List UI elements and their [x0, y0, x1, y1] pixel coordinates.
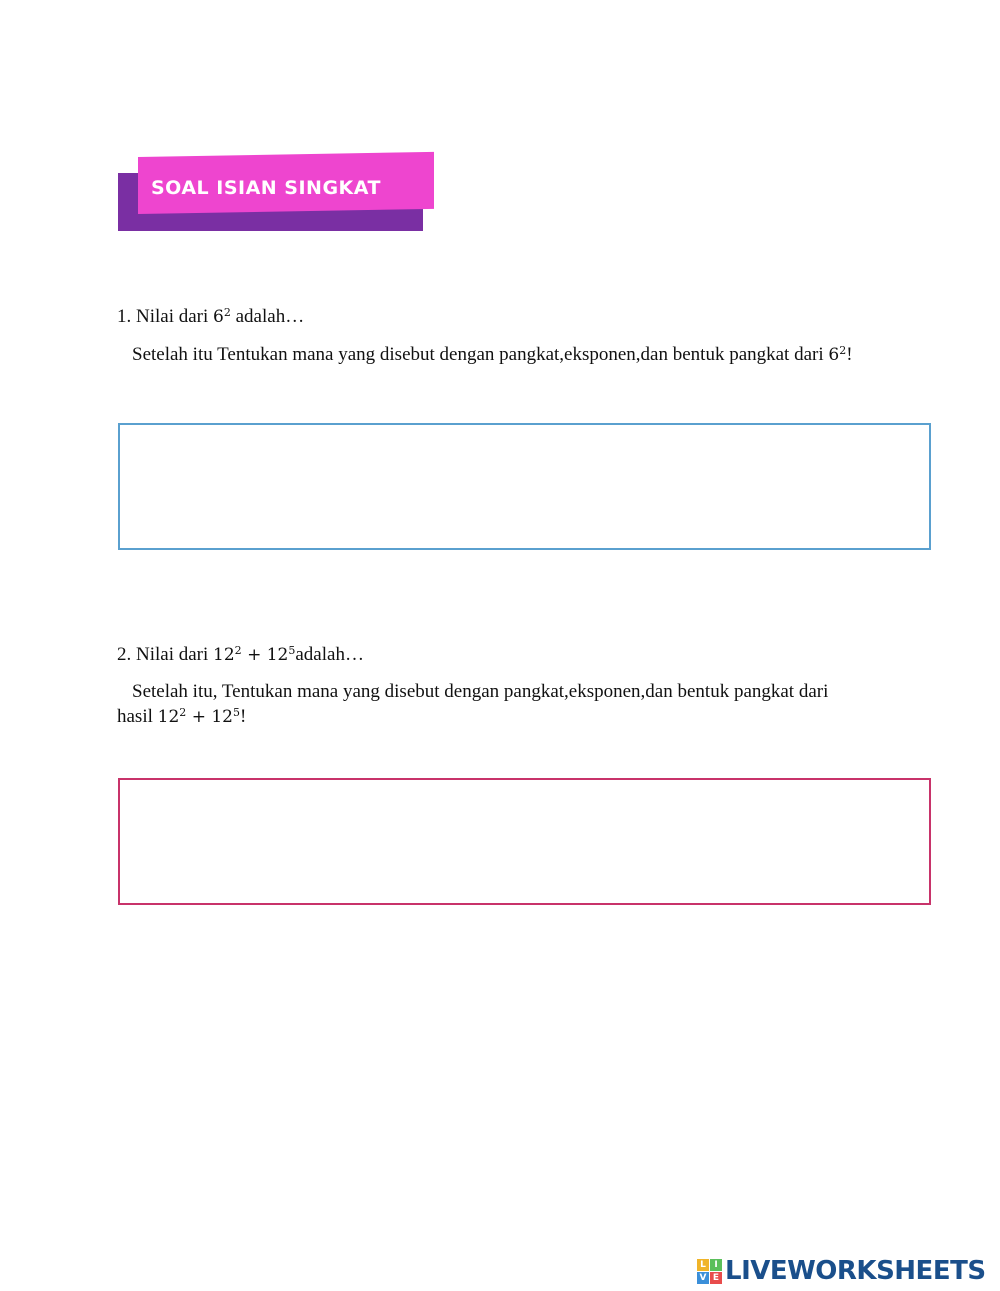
liveworksheets-logo [697, 1255, 986, 1287]
instruction-text: Setelah itu Tentukan mana yang disebut dengan pangkat,eksponen,dan bentuk pangkat dari [132, 344, 824, 365]
answer-box-2[interactable] [118, 778, 931, 905]
question-lead: Nilai dari [136, 644, 209, 665]
math-expression: $6^2$ [828, 344, 847, 365]
question-tail: adalah… [235, 306, 305, 327]
answer-box-1[interactable] [118, 423, 931, 550]
math-expression: $6^2$ [213, 306, 231, 327]
math-expression: $12^2 + 12^5$ [213, 644, 296, 665]
question-2-instruction-line-1 [132, 679, 828, 704]
question-1-prompt [117, 304, 304, 330]
instruction-text: hasil [117, 706, 153, 727]
question-1-instruction: Setelah itu Tentukan mana yang disebut dengan pangkat,eksponen,dan bentuk pangkat dari $6^2$! [132, 344, 853, 365]
section-title: SOAL ISIAN SINGKAT [151, 177, 381, 199]
logo-text: LIVEWORKSHEETS [725, 1256, 986, 1286]
question-2-prompt [117, 642, 364, 668]
question-number: 2. [117, 644, 132, 665]
section-banner [118, 157, 434, 232]
math-expression: $12^2 + 12^5$ [157, 706, 240, 727]
instruction-text: Setelah itu, Tentukan mana yang disebut dengan pangkat,eksponen,dan bentuk pangkat dari [132, 681, 829, 702]
question-number: 1. [117, 306, 132, 327]
question-2-instruction-line-2: hasil $12^2 + 12^5$! [117, 706, 247, 727]
logo-icon: L I V E [697, 1259, 722, 1284]
question-tail: adalah… [295, 644, 364, 665]
question-lead: Nilai dari [136, 306, 209, 327]
